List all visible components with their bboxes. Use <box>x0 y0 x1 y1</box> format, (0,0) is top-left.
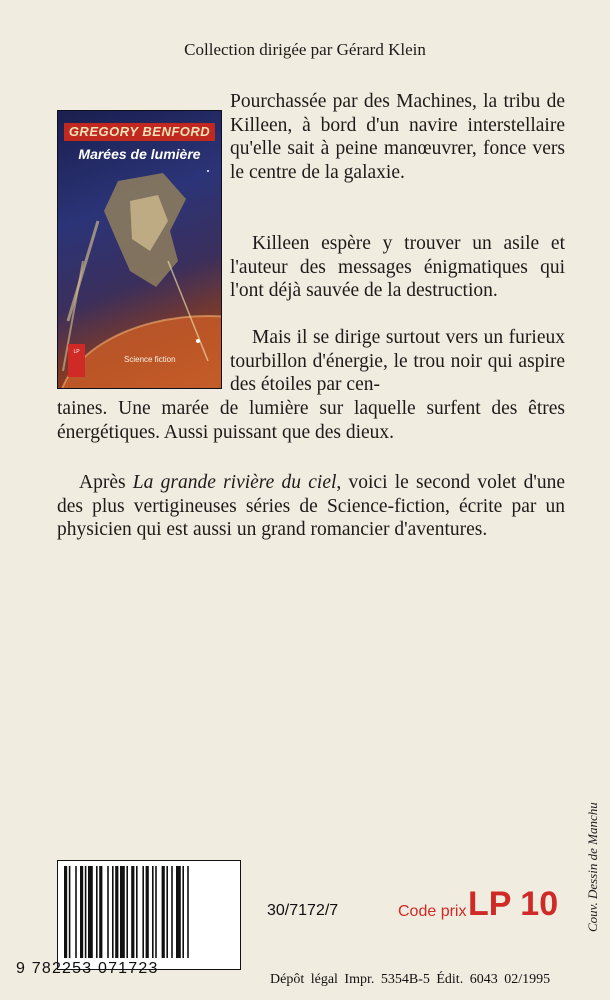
barcode-bar <box>107 866 109 958</box>
cover-series: Science fiction <box>124 355 176 364</box>
barcode-bar <box>96 866 98 958</box>
collection-line: Collection dirigée par Gérard Klein <box>184 40 426 59</box>
barcode-bar <box>99 866 102 958</box>
barcode-bar <box>142 866 144 958</box>
barcode-bar <box>88 866 93 958</box>
barcode-bar <box>152 866 154 958</box>
barcode-bar <box>176 866 181 958</box>
publisher-logo: LP <box>68 344 85 377</box>
barcode-bar <box>115 866 118 958</box>
barcode-bar <box>171 866 173 958</box>
barcode-bar <box>136 866 138 958</box>
barcode-number: 9 782253 071723 <box>16 960 159 977</box>
cover-title: Marées de lumière <box>78 146 201 162</box>
p4-before: Après <box>79 472 133 493</box>
barcode-bar <box>155 866 157 958</box>
blurb-paragraph-2: Killeen espère y trouver un asile et l'auteur des messages énigmatiques qui l'ont déjà sauvée de la destruction. <box>230 233 565 301</box>
cover-credit-text: Couv. Dessin de Manchu <box>585 802 600 932</box>
price-code-value: LP 10 <box>468 885 559 923</box>
barcode-bar <box>64 866 67 958</box>
cover-thumbnail <box>57 110 222 389</box>
barcode-bar <box>85 866 87 958</box>
barcode-bar <box>69 866 71 958</box>
barcode-bar <box>120 866 125 958</box>
barcode-bar <box>162 866 165 958</box>
catalog-reference: 30/7172/7 <box>267 902 339 919</box>
blurb-paragraph-1: Pourchassée par des Machines, la tribu de Killeen, à bord d'un navire interstellaire qu'elle sait à peine manœuvrer, fonce vers le centre de la galaxie. <box>230 91 565 183</box>
price-code-label: Code prix <box>398 903 467 920</box>
barcode-bar <box>112 866 114 958</box>
barcode <box>57 860 241 970</box>
legal-deposit: Dépôt légal Impr. 5354B-5 Édit. 6043 02/1995 <box>270 972 551 987</box>
previous-volume-title: La grande rivière du ciel <box>132 472 337 493</box>
barcode-bar <box>126 866 128 958</box>
barcode-bar <box>75 866 77 958</box>
barcode-bar <box>131 866 134 958</box>
blurb-paragraph-3: Mais il se dirige surtout vers un furieux tourbillon d'énergie, le trou noir qui aspire des étoiles par cen- <box>230 327 565 395</box>
blurb-paragraph-4 <box>57 471 565 542</box>
barcode-bar <box>166 866 168 958</box>
barcode-bar <box>80 866 83 958</box>
blurb-paragraph-3-continued: taines. Une marée de lumière sur laquelle surfent des êtres énergétiques. Aussi puissant que des dieux. <box>57 398 565 443</box>
cover-author: GREGORY BENFORD <box>64 123 215 141</box>
barcode-bars <box>64 866 234 958</box>
barcode-bar <box>182 866 184 958</box>
barcode-bar <box>146 866 149 958</box>
p4-after: , voici le second volet d'une des plus vertigineuses séries de Science-fiction, écrite par un physicien qui est aussi un grand romancier d'aventures. <box>57 472 565 540</box>
barcode-bar <box>187 866 189 958</box>
